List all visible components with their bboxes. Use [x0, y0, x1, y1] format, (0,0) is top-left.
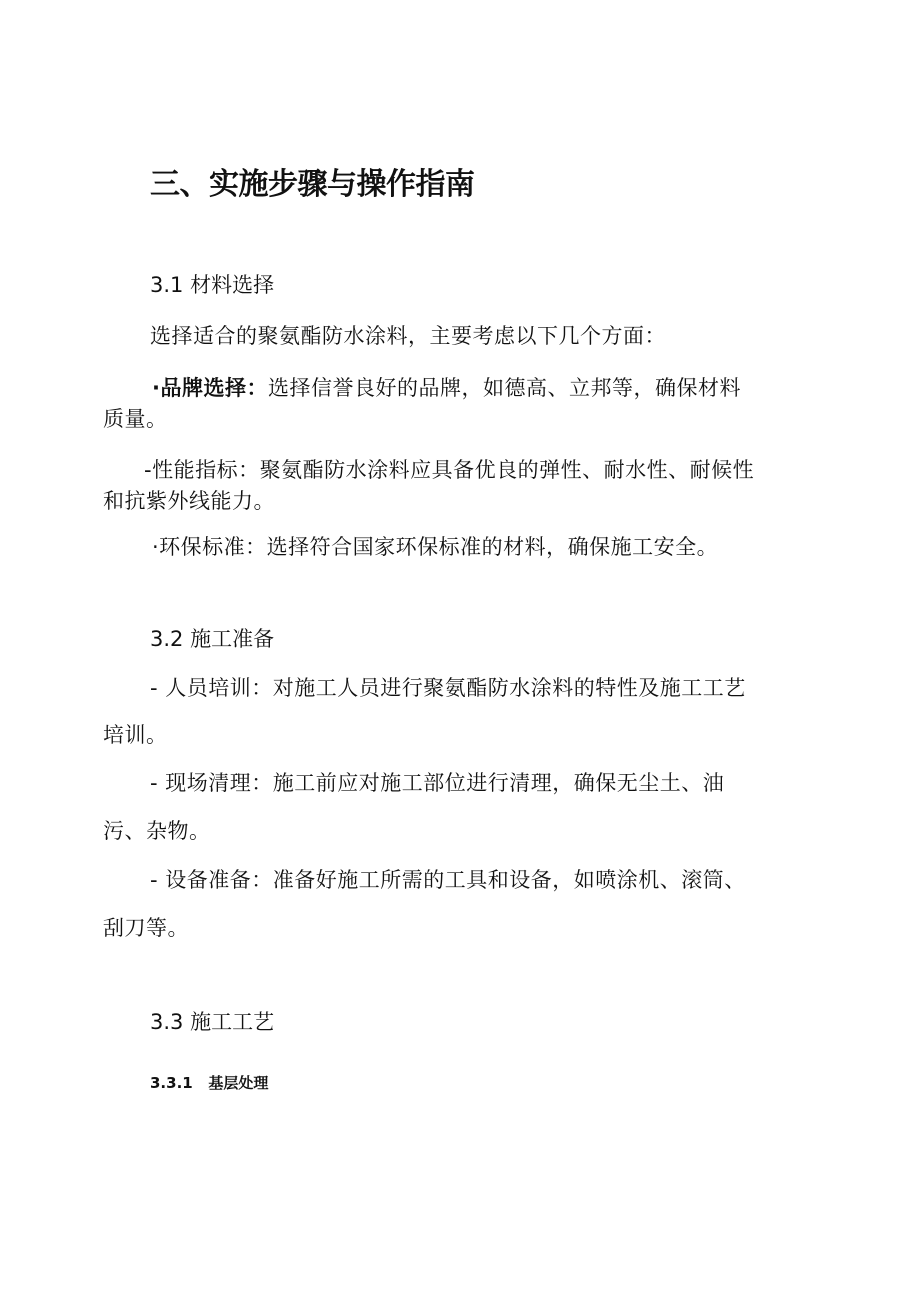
- brand-paragraph-line2: 质量。: [103, 407, 168, 431]
- cleanup-line2: 污、杂物。: [103, 819, 211, 843]
- equipment-line2: 刮刀等。: [103, 916, 189, 940]
- process-heading: 3.3 施工工艺: [150, 1010, 275, 1034]
- preparation-heading: 3.2 施工准备: [150, 627, 275, 651]
- environment-line: ·环保标准：选择符合国家环保标准的材料，确保施工安全。: [152, 535, 719, 559]
- performance-line2: 和抗紫外线能力。: [103, 489, 275, 513]
- training-line2: 培训。: [103, 723, 168, 747]
- process-subheading: 3.3.1 基层处理: [150, 1074, 269, 1092]
- brand-paragraph-line1: [152, 378, 741, 399]
- section-title: 三、实施步骤与操作指南: [150, 167, 475, 202]
- materials-intro: 选择适合的聚氨酯防水涂料，主要考虑以下几个方面：: [150, 324, 666, 348]
- performance-line1: -性能指标：聚氨酯防水涂料应具备优良的弹性、耐水性、耐候性: [144, 458, 755, 482]
- brand-label: ·品牌选择：: [152, 376, 268, 400]
- cleanup-line1: - 现场清理：施工前应对施工部位进行清理，确保无尘土、油: [150, 771, 725, 795]
- materials-heading: 3.1 材料选择: [150, 273, 275, 297]
- training-line1: - 人员培训：对施工人员进行聚氨酯防水涂料的特性及施工工艺: [150, 676, 746, 700]
- brand-text: 选择信誉良好的品牌，如德高、立邦等，确保材料: [267, 376, 741, 400]
- equipment-line1: - 设备准备：准备好施工所需的工具和设备，如喷涂机、滚筒、: [150, 868, 746, 892]
